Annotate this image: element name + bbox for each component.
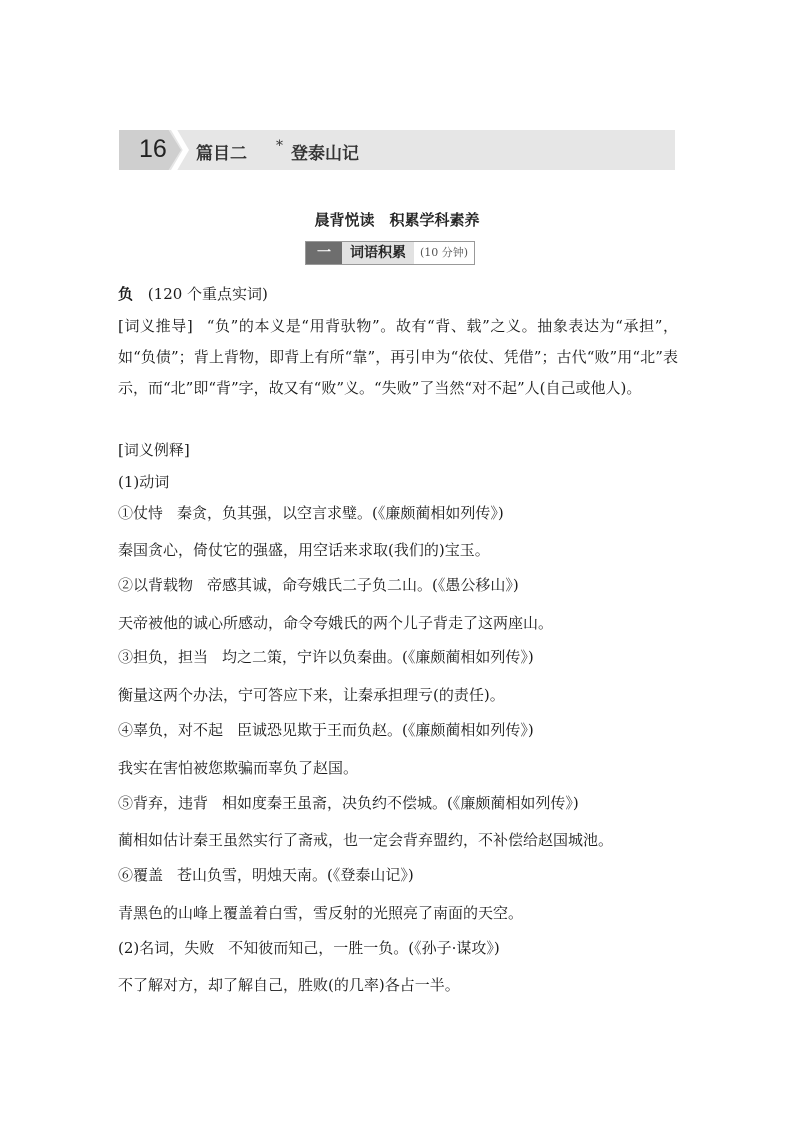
section-tag [305, 241, 475, 265]
section-tag-label: 词语积累 [342, 242, 414, 264]
chapter-banner [119, 130, 675, 170]
chapter-title: 篇目二 [196, 144, 247, 164]
noun-example [118, 937, 500, 958]
translation-2: 天帝被他的诚心所感动，命令夸娥氏的两个儿子背走了这两座山。 [118, 614, 554, 632]
inference-paragraph [118, 311, 678, 404]
keyword-note: (120 个重点实词) [147, 285, 268, 303]
section-title: 晨背悦读 积累学科素养 [314, 211, 480, 229]
example-3-text: 均之二策，宁许以负秦曲。(《廉颇蔺相如列传》) [222, 648, 534, 666]
sense-3: ③担负，担当 [118, 648, 209, 666]
chapter-subtitle: 登泰山记 [291, 144, 359, 164]
sense-6: ⑥覆盖 [118, 866, 164, 884]
sense-5: ⑤背弃，违背 [118, 794, 209, 812]
example-5 [118, 792, 579, 813]
example-1-text: 秦贪，负其强，以空言求璧。(《廉颇蔺相如列传》) [177, 504, 504, 522]
example-6-text: 苍山负雪，明烛天南。(《登泰山记》) [177, 866, 414, 884]
example-4-text: 臣诚恐见欺于王而负赵。(《廉颇蔺相如列传》) [237, 721, 534, 739]
word-heading [118, 283, 268, 304]
inference-text: “负”的本义是“用背驮物”。故有“背、载”之义。抽象表达为“承担”，如“负债”；背上背物，即背上有所“靠”，再引申为“依仗、凭借”；古代“败”用“北”表示，而“北”即“背”字，故又有“败”义。“失败”了当然“对不起”人(自己或他人)。 [118, 317, 678, 397]
example-4 [118, 719, 534, 740]
example-3 [118, 646, 534, 667]
star-mark: * [276, 138, 283, 154]
translation-6: 青黑色的山峰上覆盖着白雪，雪反射的光照亮了南面的天空。 [118, 904, 524, 922]
example-6 [118, 864, 414, 885]
sense-2: ②以背载物 [118, 576, 194, 594]
noun-sense: (2)名词，失败 [118, 939, 215, 957]
example-1 [118, 502, 504, 523]
noun-example-text: 不知彼而知己，一胜一负。(《孙子·谋攻》) [228, 939, 500, 957]
sense-1: ①仗恃 [118, 504, 164, 522]
example-5-text: 相如度秦王虽斋，决负约不偿城。(《廉颇蔺相如列传》) [222, 794, 579, 812]
translation-5: 蔺相如估计秦王虽然实行了斋戒，也一定会背弃盟约，不补偿给赵国城池。 [118, 831, 614, 849]
verb-label: (1)动词 [118, 473, 170, 491]
section-tag-time: (10 分钟) [414, 242, 474, 264]
translation-1: 秦国贪心，倚仗它的强盛，用空话来求取(我们的)宝玉。 [118, 541, 490, 559]
keyword: 负 [118, 285, 134, 303]
translation-3: 衡量这两个办法，宁可答应下来，让秦承担理亏(的责任)。 [118, 686, 505, 704]
examples-label: [词义例释] [118, 441, 190, 459]
example-2-text: 帝感其诚，命夸娥氏二子负二山。(《愚公移山》) [207, 576, 519, 594]
section-tag-number: 一 [306, 242, 342, 264]
inference-label: [词义推导] [118, 317, 193, 335]
sense-4: ④辜负，对不起 [118, 721, 224, 739]
translation-4: 我实在害怕被您欺骗而辜负了赵国。 [118, 759, 359, 777]
noun-translation: 不了解对方，却了解自己，胜败(的几率)各占一半。 [118, 976, 460, 994]
chapter-number: 16 [139, 135, 167, 163]
example-2 [118, 574, 519, 595]
